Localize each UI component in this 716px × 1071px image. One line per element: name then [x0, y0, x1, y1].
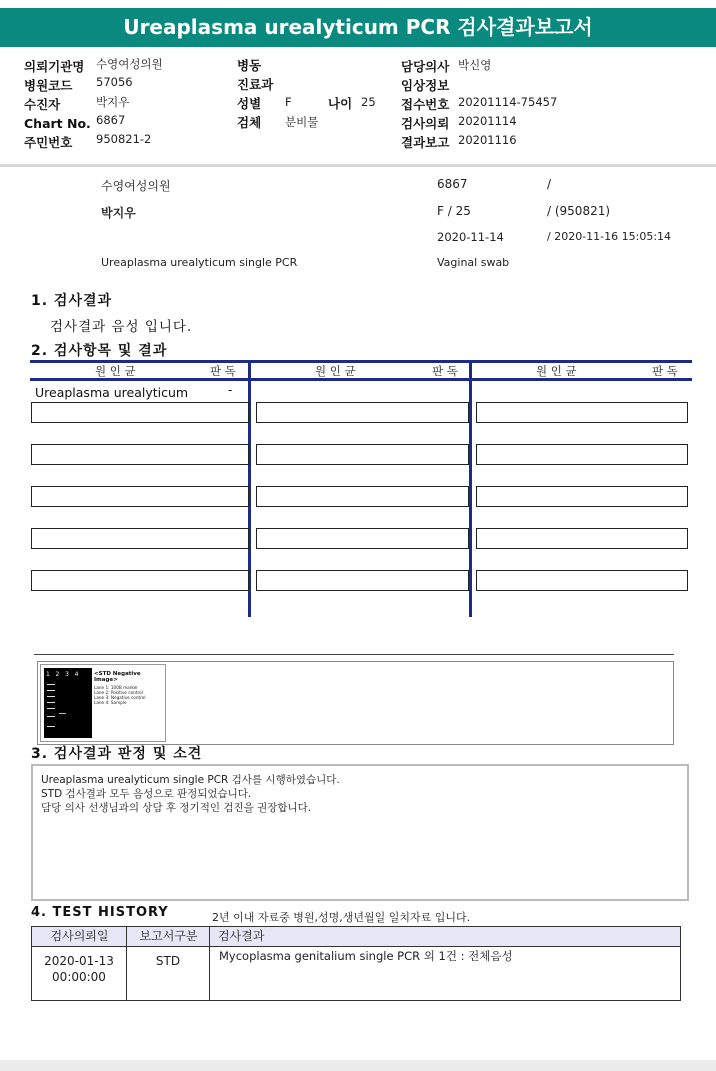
result-cell [31, 402, 249, 423]
gel-band [47, 690, 55, 691]
gel-band [47, 684, 55, 685]
result-cell [476, 528, 688, 549]
col-judgement-3: 판 독 [652, 364, 678, 378]
result-cell [476, 570, 688, 591]
sex-value: F [285, 95, 292, 109]
report-title: Ureaplasma urealyticum PCR 검사결과보고서 [0, 8, 716, 47]
result-cell [256, 528, 469, 549]
specimen-label: 검체 [237, 115, 262, 130]
summary-specimen: Vaginal swab [437, 256, 510, 269]
summary-chart: 6867 [437, 177, 468, 191]
summary-patient: 박지우 [101, 206, 136, 220]
gel-image [40, 664, 166, 742]
result-cell [476, 402, 688, 423]
hospital-code-value: 57056 [96, 75, 133, 89]
section1-result: 검사결과 음성 입니다. [50, 319, 193, 335]
doctor-value: 박신영 [458, 58, 492, 72]
chart-no-value: 6867 [96, 113, 126, 127]
result-cell [476, 444, 688, 465]
result-cell [31, 570, 249, 591]
result-cell [256, 402, 469, 423]
history-col-date: 검사의뢰일 [31, 926, 128, 947]
history-row [31, 946, 681, 1001]
history-date: 2020-01-13 [44, 954, 114, 968]
history-col-result [209, 926, 681, 947]
gel-band [47, 708, 55, 709]
col-judgement-2: 판 독 [432, 364, 458, 378]
gel-lanes [44, 668, 92, 738]
result-cell [256, 570, 469, 591]
result-cell [476, 486, 688, 507]
receipt-no-value: 20201114-75457 [458, 95, 558, 109]
result-cell [31, 486, 249, 507]
history-note: 2년 이내 자료중 병원,성명,생년월일 일치자료 입니다. [212, 911, 471, 924]
gel-band [59, 713, 66, 714]
gel-band [47, 716, 55, 717]
age-value: 25 [361, 95, 376, 109]
section2-title: 2. 검사항목 및 결과 [31, 343, 168, 359]
footer-bar [0, 1060, 716, 1071]
pathogen-name: Ureaplasma urealyticum [35, 385, 189, 400]
summary-test-name: Ureaplasma urealyticum single PCR [101, 256, 298, 269]
result-cell [31, 444, 249, 465]
history-row-divider [209, 946, 210, 1000]
history-col-result-label: 검사결과 [218, 929, 265, 943]
specimen-value: 분비물 [285, 115, 319, 129]
gel-legend-line: Lane 4: Sample [94, 700, 127, 705]
history-col-type: 보고서구분 [126, 926, 211, 947]
table-divider-2 [469, 360, 472, 617]
resident-no-value: 950821-2 [96, 132, 152, 146]
summary-slash: / [547, 177, 552, 191]
summary-clinic: 수영여성의원 [101, 179, 171, 193]
history-type: STD [155, 954, 181, 968]
section4-title: 4. TEST HISTORY [31, 905, 169, 920]
gel-band [47, 726, 55, 727]
patient-label: 수진자 [24, 97, 61, 112]
col-pathogen-3: 원 인 균 [536, 364, 577, 378]
comment-line: STD 검사결과 모두 음성으로 판정되었습니다. [41, 788, 252, 800]
history-result: Mycoplasma genitalium single PCR 외 1건 : 전체음성 [219, 949, 513, 963]
gel-legend-line: Lane 2: Positive control [94, 690, 143, 695]
sex-label: 성별 [237, 96, 262, 111]
comment-line: 담당 의사 선생님과의 상담 후 정기적인 검진을 권장합니다. [41, 802, 312, 814]
result-cell [31, 528, 249, 549]
comment-box [31, 764, 689, 901]
result-cell [256, 444, 469, 465]
request-label: 검사의뢰 [401, 116, 450, 131]
header-col2 [237, 56, 387, 151]
doctor-label: 담당의사 [401, 59, 450, 74]
comment-line: Ureaplasma urealyticum single PCR 검사를 시행하였습니다. [41, 774, 340, 786]
gel-legend [94, 685, 146, 705]
chart-no-label: Chart No. [24, 116, 91, 131]
receipt-no-label: 접수번호 [401, 97, 450, 112]
header-divider [0, 164, 716, 167]
request-value: 20201114 [458, 114, 517, 128]
report-date-value: 20201116 [458, 133, 517, 147]
col-pathogen-2: 원 인 균 [315, 364, 356, 378]
gel-caption-title: <STD Negative Image> [94, 671, 141, 683]
summary-birth: / (950821) [547, 204, 611, 218]
summary-report-datetime: / 2020-11-16 15:05:14 [547, 230, 672, 243]
col-pathogen-1: 원 인 균 [95, 364, 136, 378]
summary-sex-age: F / 25 [437, 204, 471, 218]
clinic-value: 수영여성의원 [96, 57, 163, 71]
ward-label: 병동 [237, 58, 262, 73]
resident-no-label: 주민번호 [24, 135, 73, 150]
summary-request-date: 2020-11-14 [437, 230, 504, 244]
gel-legend-line: Lane 3: Negative control [94, 695, 146, 700]
section3-title: 3. 검사결과 판정 및 소견 [31, 746, 203, 762]
dept-label: 진료과 [237, 77, 274, 92]
age-label: 나이 [328, 96, 353, 111]
image-top-rule [34, 654, 674, 655]
gel-band [47, 702, 55, 703]
gel-legend-line: Lane 1: 100B marker [94, 685, 139, 690]
section1-title: 1. 검사결과 [31, 293, 113, 309]
col-judgement-1: 판 독 [210, 364, 236, 378]
gel-band [47, 696, 55, 697]
header-col1 [24, 56, 224, 151]
gel-lane-numbers: 1 2 3 4 [46, 671, 79, 678]
report-date-label: 결과보고 [401, 135, 450, 150]
header-col3 [401, 56, 701, 151]
clinical-info-label: 임상정보 [401, 78, 450, 93]
history-table [31, 926, 681, 1001]
pathogen-result: - [228, 383, 233, 397]
patient-value: 박지우 [96, 95, 130, 109]
history-time: 00:00:00 [52, 970, 106, 984]
result-cell [256, 486, 469, 507]
clinic-label: 의뢰기관명 [24, 59, 85, 74]
hospital-code-label: 병원코드 [24, 78, 73, 93]
